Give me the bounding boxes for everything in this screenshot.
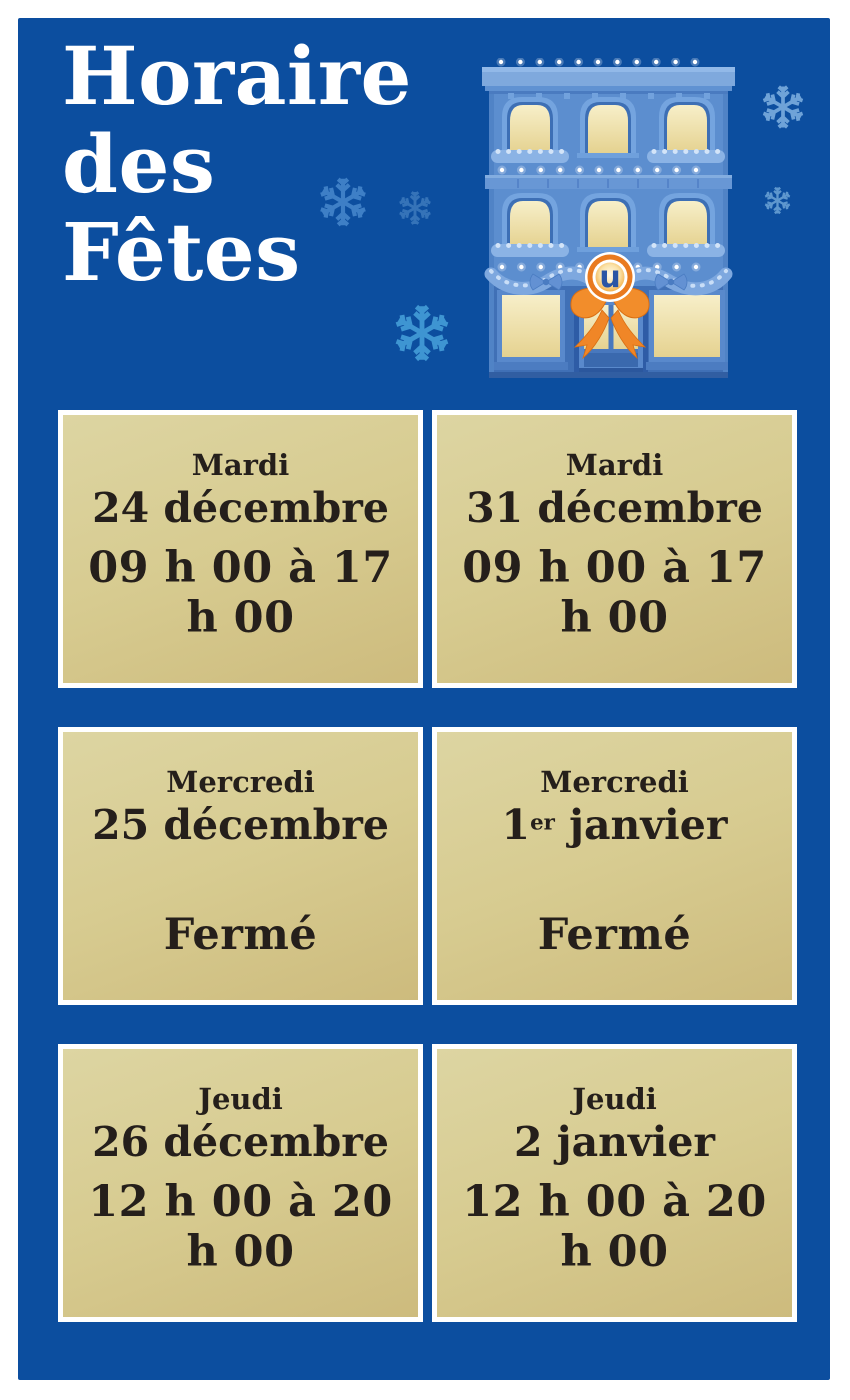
card-hours: Fermé (163, 910, 318, 960)
schedule-card (432, 410, 797, 688)
card-day-label: Jeudi (198, 1082, 283, 1116)
snowflake-icon (317, 176, 369, 228)
snowflake-icon (392, 303, 452, 363)
card-hours: 09 h 00 à 17 h 00 (462, 543, 767, 643)
card-date (466, 483, 763, 533)
card-date (514, 1117, 715, 1167)
card-date-tail: janvier (554, 801, 728, 849)
card-date-main: 2 janvier (513, 1118, 716, 1166)
card-date-main: 25 décembre (92, 801, 389, 849)
schedule-grid (58, 410, 797, 1322)
card-date-main: 24 décembre (92, 484, 389, 532)
card-date-main: 26 décembre (92, 1118, 389, 1166)
store-building-illustration (482, 58, 735, 380)
card-hours: 09 h 00 à 17 h 00 (88, 543, 393, 643)
card-hours: Fermé (537, 910, 692, 960)
card-date (502, 800, 728, 850)
card-day-label: Jeudi (572, 1082, 657, 1116)
card-day-label: Mardi (191, 448, 290, 482)
card-date-main: 1 (501, 801, 531, 849)
card-hours: 12 h 00 à 20 h 00 (88, 1177, 393, 1277)
schedule-card (432, 1044, 797, 1322)
schedule-card (58, 410, 423, 688)
u-logo-letter: u (599, 260, 621, 295)
card-date-superscript: er (530, 810, 555, 836)
poster-title (62, 29, 412, 299)
card-day-label: Mardi (565, 448, 664, 482)
title-line: Horaire (62, 29, 412, 123)
u-logo-icon (585, 252, 635, 302)
schedule-card (58, 727, 423, 1005)
card-hours: 12 h 00 à 20 h 00 (462, 1177, 767, 1277)
card-day-label: Mercredi (540, 765, 689, 799)
card-date (92, 800, 389, 850)
schedule-card (432, 727, 797, 1005)
snowflake-icon (760, 84, 806, 130)
title-line: Fêtes (62, 205, 301, 299)
snowflake-icon (397, 190, 433, 226)
title-line: des (62, 117, 216, 211)
holiday-hours-poster (18, 18, 830, 1380)
card-date (92, 1117, 389, 1167)
card-date-main: 31 décembre (466, 484, 763, 532)
snowflake-icon (763, 186, 792, 215)
schedule-card (58, 1044, 423, 1322)
card-date (92, 483, 389, 533)
card-day-label: Mercredi (166, 765, 315, 799)
